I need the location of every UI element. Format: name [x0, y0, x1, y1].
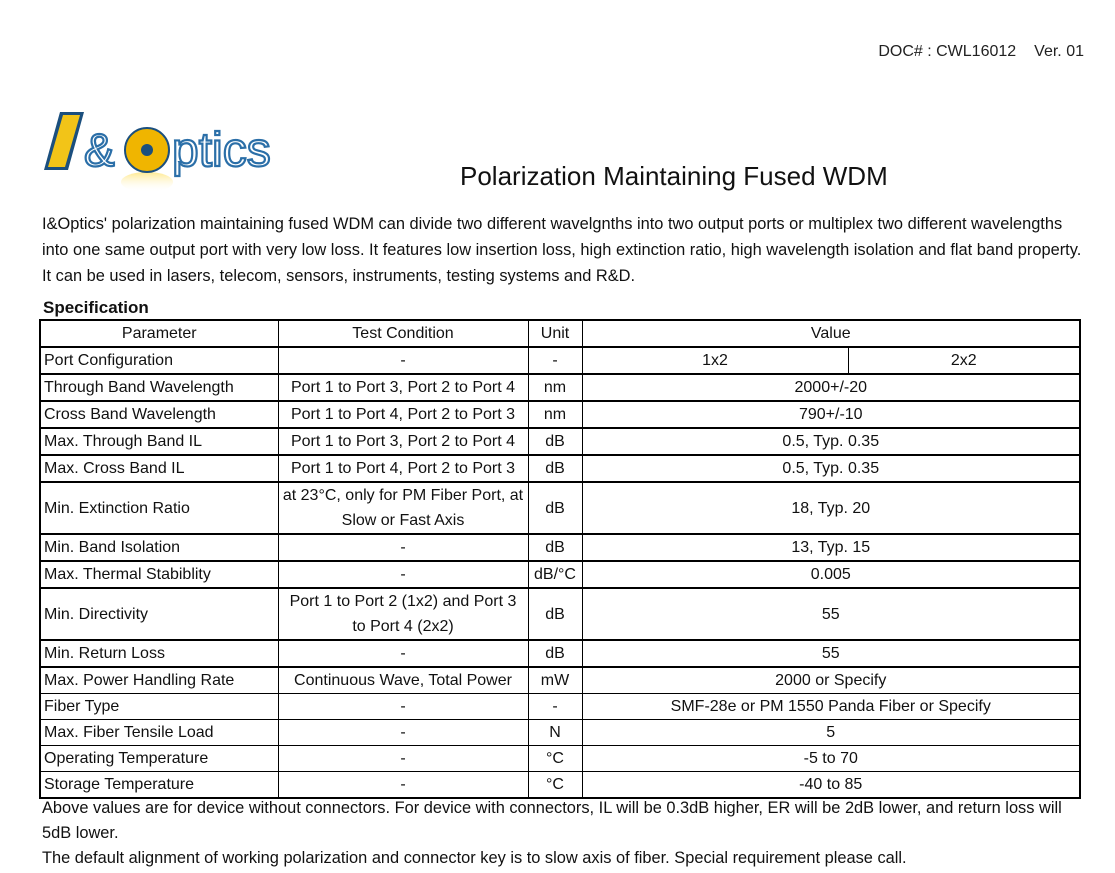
unit-cell: nm — [528, 401, 582, 428]
param-cell: Min. Band Isolation — [40, 534, 278, 561]
param-cell: Port Configuration — [40, 347, 278, 374]
table-row — [40, 482, 1080, 534]
param-cell: Cross Band Wavelength — [40, 401, 278, 428]
table-row — [40, 428, 1080, 455]
param-cell: Storage Temperature — [40, 772, 278, 799]
condition-cell: Port 1 to Port 4, Port 2 to Port 3 — [278, 401, 528, 428]
unit-cell: mW — [528, 667, 582, 694]
value-cell: 55 — [582, 588, 1080, 640]
table-row — [40, 561, 1080, 588]
unit-cell: dB — [528, 640, 582, 667]
condition-cell: Port 1 to Port 3, Port 2 to Port 4 — [278, 428, 528, 455]
table-row — [40, 374, 1080, 401]
value-cell: 2000 or Specify — [582, 667, 1080, 694]
table-row — [40, 772, 1080, 799]
table-row — [40, 694, 1080, 720]
unit-cell: dB — [528, 534, 582, 561]
specification-table — [39, 319, 1081, 799]
value-cell: SMF-28e or PM 1550 Panda Fiber or Specify — [582, 694, 1080, 720]
value-cell: 0.5, Typ. 0.35 — [582, 455, 1080, 482]
param-cell: Max. Thermal Stabiblity — [40, 561, 278, 588]
value-cell: 18, Typ. 20 — [582, 482, 1080, 534]
condition-cell: - — [278, 640, 528, 667]
param-cell: Min. Directivity — [40, 588, 278, 640]
header-unit: Unit — [528, 320, 582, 347]
header-test-condition: Test Condition — [278, 320, 528, 347]
value-cell: 2000+/-20 — [582, 374, 1080, 401]
page-title: Polarization Maintaining Fused WDM — [460, 161, 888, 191]
unit-cell: °C — [528, 746, 582, 772]
doc-number-text: DOC# : CWL16012 — [878, 43, 1017, 60]
condition-cell: at 23°C, only for PM Fiber Port, at Slow or Fast Axis — [278, 482, 528, 534]
unit-cell: nm — [528, 374, 582, 401]
version-text: Ver. 01 — [1034, 43, 1084, 60]
param-cell: Max. Cross Band IL — [40, 455, 278, 482]
param-cell: Operating Temperature — [40, 746, 278, 772]
value-cell: 0.005 — [582, 561, 1080, 588]
table-row — [40, 640, 1080, 667]
param-cell: Fiber Type — [40, 694, 278, 720]
param-cell: Min. Return Loss — [40, 640, 278, 667]
unit-cell: - — [528, 694, 582, 720]
condition-cell: Port 1 to Port 2 (1x2) and Port 3 to Port 4 (2x2) — [278, 588, 528, 640]
unit-cell: °C — [528, 772, 582, 799]
param-cell: Max. Power Handling Rate — [40, 667, 278, 694]
note-alignment: The default alignment of working polarization and connector key is to slow axis of fiber. Special requirement please call. — [42, 849, 907, 867]
table-row — [40, 746, 1080, 772]
svg-text:ptics: ptics — [172, 124, 271, 177]
condition-cell: - — [278, 720, 528, 746]
value-cell: 55 — [582, 640, 1080, 667]
value-cell: 5 — [582, 720, 1080, 746]
svg-text:&: & — [84, 124, 115, 176]
table-row — [40, 667, 1080, 694]
unit-cell: - — [528, 347, 582, 374]
unit-cell: N — [528, 720, 582, 746]
value-cell: -40 to 85 — [582, 772, 1080, 799]
condition-cell: Port 1 to Port 3, Port 2 to Port 4 — [278, 374, 528, 401]
condition-cell: Port 1 to Port 4, Port 2 to Port 3 — [278, 455, 528, 482]
condition-cell: - — [278, 534, 528, 561]
table-row — [40, 347, 1080, 374]
document-number — [878, 43, 1084, 61]
table-header-row — [40, 320, 1080, 347]
value-cell: -5 to 70 — [582, 746, 1080, 772]
condition-cell: - — [278, 746, 528, 772]
spec-heading: Specification — [43, 298, 149, 317]
value-2x2-cell: 2x2 — [848, 347, 1080, 374]
condition-cell: - — [278, 694, 528, 720]
notes — [42, 796, 1082, 871]
condition-cell: Continuous Wave, Total Power — [278, 667, 528, 694]
value-cell: 13, Typ. 15 — [582, 534, 1080, 561]
note-connectors: Above values are for device without connectors. For device with connectors, IL will be 0.3dB higher, ER will be 2dB lower, and return loss will 5dB lower. — [42, 799, 1062, 842]
unit-cell: dB — [528, 588, 582, 640]
unit-cell: dB — [528, 482, 582, 534]
condition-cell: - — [278, 347, 528, 374]
intro-paragraph: I&Optics' polarization maintaining fused WDM can divide two different wavelgnths into two output ports or multiplex two different wavelengths into one same output port with very low loss. It features low insertion loss, high extinction ratio, high wavelength isolation and flat band property. It can be used in lasers, telecom, sensors, instruments, testing systems and R&D. — [42, 215, 1082, 285]
param-cell: Max. Through Band IL — [40, 428, 278, 455]
value-cell: 790+/-10 — [582, 401, 1080, 428]
table-row — [40, 401, 1080, 428]
unit-cell: dB — [528, 428, 582, 455]
table-row — [40, 534, 1080, 561]
value-1x2-cell: 1x2 — [582, 347, 848, 374]
condition-cell: - — [278, 561, 528, 588]
table-row — [40, 588, 1080, 640]
value-cell: 0.5, Typ. 0.35 — [582, 428, 1080, 455]
condition-cell: - — [278, 772, 528, 799]
unit-cell: dB — [528, 455, 582, 482]
header-parameter: Parameter — [40, 320, 278, 347]
param-cell: Min. Extinction Ratio — [40, 482, 278, 534]
param-cell: Through Band Wavelength — [40, 374, 278, 401]
param-cell: Max. Fiber Tensile Load — [40, 720, 278, 746]
header-value: Value — [582, 320, 1080, 347]
company-logo — [44, 106, 304, 196]
unit-cell: dB/°C — [528, 561, 582, 588]
table-row — [40, 720, 1080, 746]
table-row — [40, 455, 1080, 482]
